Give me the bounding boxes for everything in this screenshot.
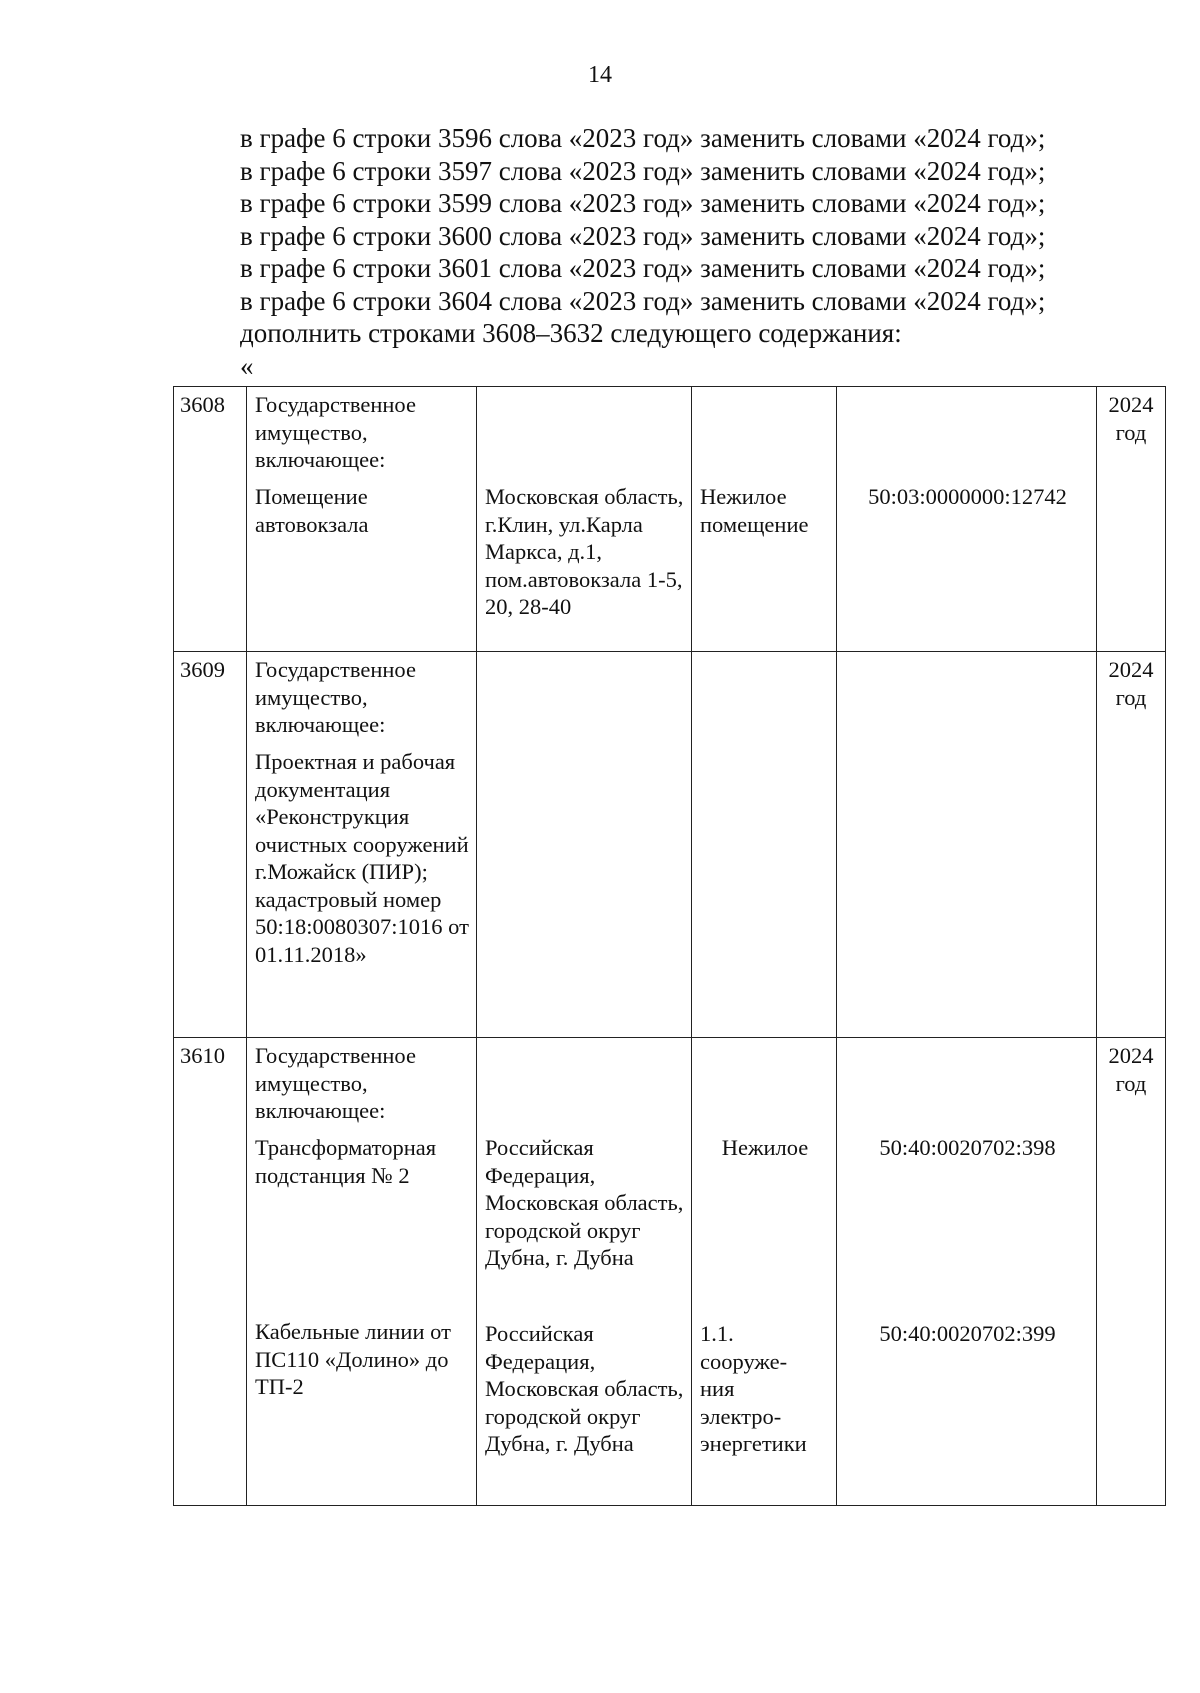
instruction-line: в графе 6 строки 3597 слова «2023 год» заменить словами «2024 год»; xyxy=(240,155,1046,186)
row-number: 3609 xyxy=(174,652,247,1038)
instruction-line: в графе 6 строки 3596 слова «2023 год» заменить словами «2024 год»; xyxy=(240,123,1046,153)
item-address: Московская область, г.Клин, ул.Карла Маркса, д.1, пом.автовокзала 1-5, 20, 28-40 xyxy=(485,484,684,619)
year-unit: год xyxy=(1115,684,1147,710)
table-row xyxy=(174,1038,1166,1506)
year-value: 2024 xyxy=(1108,392,1154,417)
table-row xyxy=(174,652,1166,1038)
item-kind: Нежилое помещение xyxy=(700,484,809,537)
item-kind: Нежилое xyxy=(721,1135,809,1160)
property-table xyxy=(173,386,1166,1506)
item-name: Кабельные линии от ПС110 «Долино» до ТП-2 xyxy=(255,1319,451,1399)
item-kind: 1.1. сооруже-ния электро-энергетики xyxy=(700,1321,807,1456)
row-number: 3608 xyxy=(174,387,247,652)
kind-cell xyxy=(692,387,837,652)
instruction-line: дополнить строками 3608–3632 следующего содержания: xyxy=(240,318,902,348)
page-number: 14 xyxy=(588,62,612,88)
entry-title: Государственное имущество, включающее: xyxy=(255,657,416,737)
item-address: Российская Федерация, Московская область, городской округ Дубна, г. Дубна xyxy=(485,1321,684,1456)
cadastral-cell xyxy=(837,387,1097,652)
instruction-line: в графе 6 строки 3601 слова «2023 год» заменить словами «2024 год»; xyxy=(240,253,1046,283)
amendment-instructions xyxy=(240,122,1045,382)
name-cell xyxy=(247,387,477,652)
kind-cell xyxy=(692,1038,837,1506)
name-cell xyxy=(247,652,477,1038)
address-cell xyxy=(477,652,692,1038)
item-name: Помещение автовокзала xyxy=(255,484,369,537)
entry-title: Государственное имущество, включающее: xyxy=(255,1043,416,1123)
table-row xyxy=(174,387,1166,652)
item-address: Российская Федерация, Московская область, городской округ Дубна, г. Дубна xyxy=(485,1135,684,1270)
item-name: Проектная и рабочая документация «Реконструкция очистных сооружений г.Можайск (ПИР); кадастровый номер 50:18:0080307:1016 от 01.11.2018» xyxy=(255,749,469,967)
name-cell xyxy=(247,1038,477,1506)
address-cell xyxy=(477,1038,692,1506)
year-unit: год xyxy=(1115,419,1147,445)
cadastral-cell xyxy=(837,652,1097,1038)
year-unit: год xyxy=(1115,1070,1147,1096)
year-cell xyxy=(1097,652,1166,1038)
instruction-line: в графе 6 строки 3604 слова «2023 год» заменить словами «2024 год»; xyxy=(240,285,1046,316)
year-value: 2024 xyxy=(1108,1043,1154,1068)
instruction-line: в графе 6 строки 3600 слова «2023 год» заменить словами «2024 год»; xyxy=(240,220,1046,251)
year-cell xyxy=(1097,1038,1166,1506)
cadastral-cell xyxy=(837,1038,1097,1506)
kind-cell xyxy=(692,652,837,1038)
row-number: 3610 xyxy=(174,1038,247,1506)
opening-quote: « xyxy=(240,350,254,381)
year-value: 2024 xyxy=(1108,657,1154,682)
year-cell xyxy=(1097,387,1166,652)
entry-title: Государственное имущество, включающее: xyxy=(255,392,416,472)
instruction-line: в графе 6 строки 3599 слова «2023 год» заменить словами «2024 год»; xyxy=(240,188,1046,218)
address-cell xyxy=(477,387,692,652)
item-cadastral-number: 50:40:0020702:399 xyxy=(879,1321,1056,1346)
item-cadastral-number: 50:03:0000000:12742 xyxy=(868,484,1067,509)
item-name: Трансформаторная подстанция № 2 xyxy=(255,1135,437,1188)
item-cadastral-number: 50:40:0020702:398 xyxy=(879,1135,1056,1160)
